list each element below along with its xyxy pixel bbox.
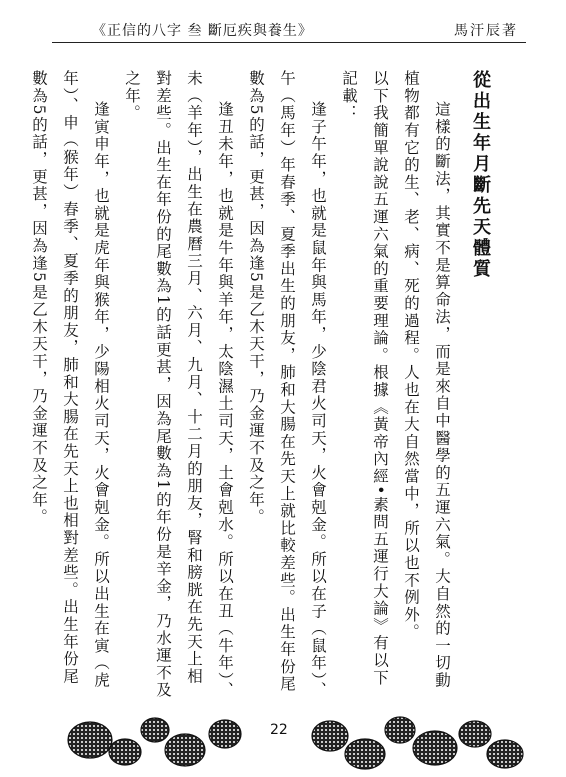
page-header xyxy=(52,18,526,43)
author-name: 馬汗辰著 xyxy=(454,23,518,39)
page-number: 22 xyxy=(270,722,288,738)
section-title: 從出生年月斷先天體質 xyxy=(470,70,491,280)
page-body xyxy=(30,70,496,700)
paragraph: 這樣的斷法，其實不是算命法，而是來自中醫學的五運六氣。大自然的一切動植物都有它的生、老、病、死的過程。人也在大自然當中，所以也不例外。 xyxy=(402,70,451,690)
book-title: 《正信的八字 叁 斷厄疾與養生》 xyxy=(92,23,313,39)
page-footer xyxy=(0,700,566,777)
paragraph: 以下我簡單說說五運六氣的重要理論。根據《黃帝內經•素問五運行大論》有以下記載： xyxy=(340,70,389,687)
paragraph: 逢子午年，也就是鼠年與馬年，少陰君火司天，火會剋金。所以在子（鼠年）、午（馬年）年春季、夏季出生的朋友，肺和大腸在先天上就比較差些。出生年份尾數為5的話，更甚，因為逢5是乙木天干，乃金運不及之年。 xyxy=(247,70,327,699)
paragraph: 逢丑未年，也就是牛年與羊年，太陰濕土司天，土會剋水。所以在丑（牛年）、未（羊年），出生在農曆三月、六月、九月、十二月的朋友，腎和膀胱在先天上相對差些。出生在年份的尾數為1的話更甚，因為尾數為1的年份是辛金，乃水運不及之年。 xyxy=(123,70,234,699)
paragraph: 逢寅申年，也就是虎年與猴年，少陽相火司天，火會剋金。所以出生在寅（虎年）、申（猴年）春季、夏季的朋友，肺和大腸在先天上也相對差些。出生年份尾數為5的話，更甚，因為逢5是乙木天干，乃金運不及之年。 xyxy=(30,70,110,690)
gourd-ornament-icon xyxy=(0,700,566,777)
